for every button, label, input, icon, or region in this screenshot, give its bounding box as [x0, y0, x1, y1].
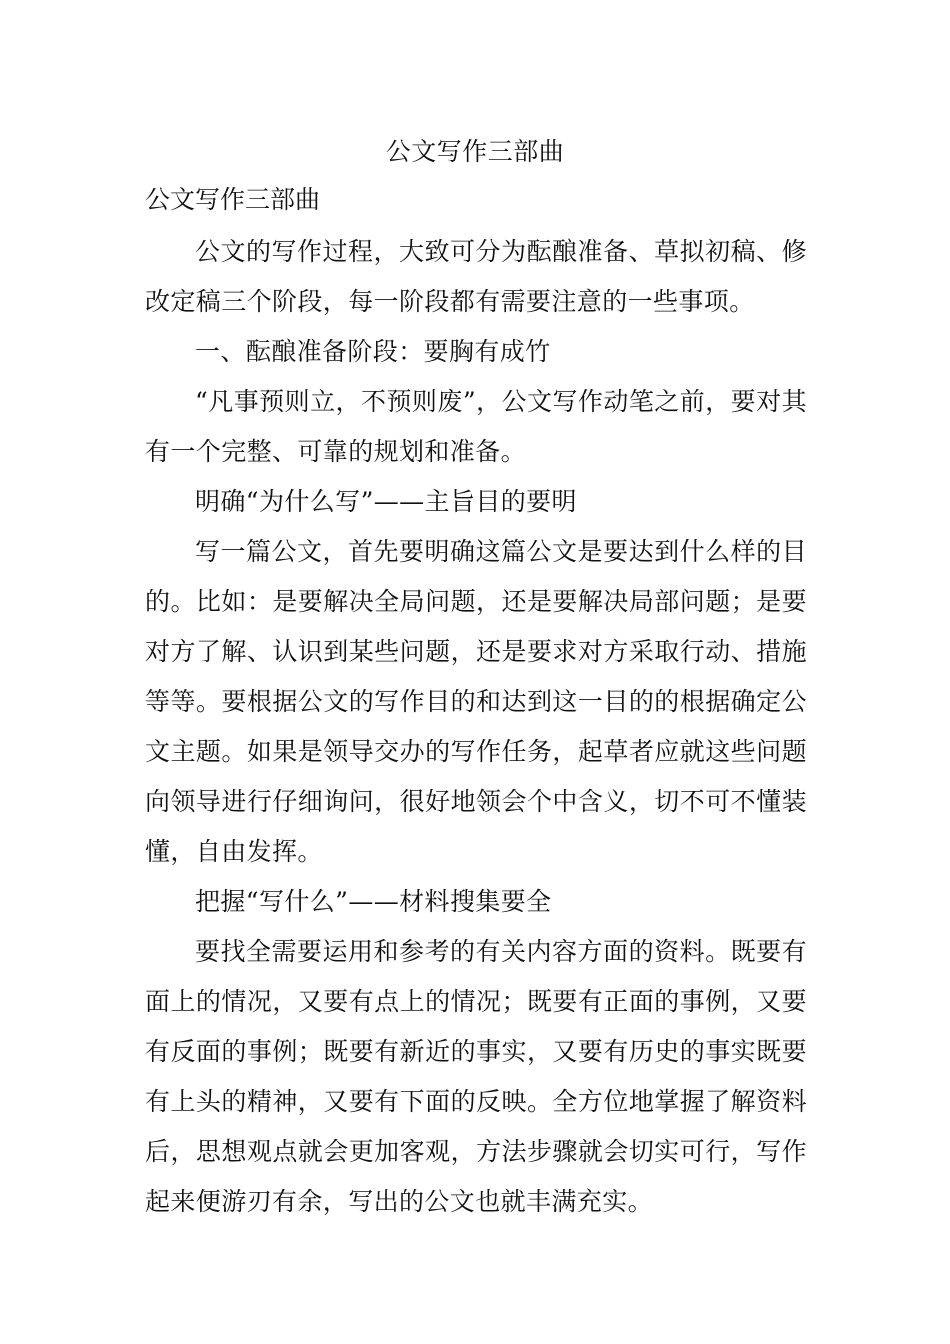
paragraph-what-to-write: 要找全需要运用和参考的有关内容方面的资料。既要有面上的情况，又要有点上的情况；既要有正面的事例，又要有反面的事例；既要有新近的事实，又要有历史的事实既要有上头的精神，又要有下面的反映。全方位地掌握了解资料后，思想观点就会更加客观，方法步骤就会切实可行，写作起来便游刃有余，写出的公文也就丰满充实。: [145, 937, 807, 1216]
paragraph-why-write: 写一篇公文，首先要明确这篇公文是要达到什么样的目的。比如：是要解决全局问题，还是要解决局部问题；是要对方了解、认识到某些问题，还是要求对方采取行动、措施等等。要根据公文的写作目的和达到这一目的的根据确定公文主题。如果是领导交办的写作任务，起草者应就这些问题向领导进行仔细询问，很好地领会个中含义，切不可不懂装懂，自由发挥。: [145, 537, 807, 866]
paragraph-preparation: “凡事预则立，不预则废”，公文写作动笔之前，要对其有一个完整、可靠的规划和准备。: [145, 387, 807, 466]
subheading-what-to-write: 把握“写什么”——材料搜集要全: [195, 887, 552, 916]
document-title: 公文写作三部曲: [385, 137, 565, 166]
document-body: [145, 227, 807, 1227]
paragraph-intro: 公文的写作过程，大致可分为酝酿准备、草拟初稿、修改定稿三个阶段，每一阶段都有需要注意的一些事项。: [145, 237, 807, 316]
section-heading-preparation: 一、酝酿准备阶段：要胸有成竹: [195, 337, 551, 366]
subheading-why-write: 明确“为什么写”——主旨目的要明: [195, 487, 577, 516]
document-subtitle: 公文写作三部曲: [145, 185, 321, 214]
